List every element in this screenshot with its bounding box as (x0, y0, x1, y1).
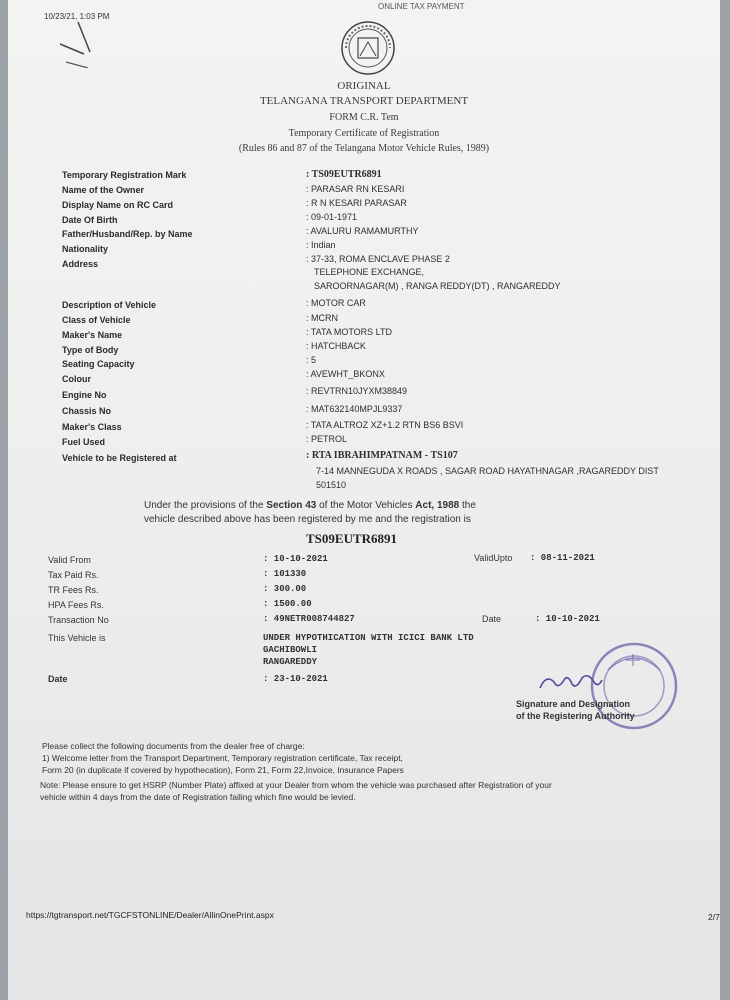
valid-from-label: Valid From (48, 555, 91, 565)
instruction-line: Please collect the following documents from the dealer free of charge: (42, 741, 305, 751)
chassis-number: : MAT632140MPJL9337 (306, 404, 403, 414)
form-title: FORM C.R. Tem (329, 112, 399, 123)
field-label: Fuel Used (62, 437, 106, 447)
display-name: : R N KESARI PARASAR (306, 198, 407, 208)
seating-capacity: : 5 (306, 355, 317, 365)
tr-fees-value: : 300.00 (263, 584, 307, 594)
hpa-fees-value: : 1500.00 (263, 599, 312, 609)
transaction-value: : 49NETR008744827 (263, 614, 355, 624)
father-name: : AVALURU RAMAMURTHY (306, 226, 419, 236)
registering-rta: : RTA IBRAHIMPATNAM - TS107 (306, 450, 458, 461)
colour: : AVEWHT_BKONX (306, 369, 385, 379)
field-label: Temporary Registration Mark (62, 170, 187, 180)
maker-class: : TATA ALTROZ XZ+1.2 RTN BS6 BSVI (306, 420, 464, 430)
tr-fees-label: TR Fees Rs. (48, 585, 99, 595)
department-title: TELANGANA TRANSPORT DEPARTMENT (259, 95, 469, 107)
instruction-line: 1) Welcome letter from the Transport Department, Temporary registration certificate, Tax receipt, (42, 753, 403, 763)
footer-url: https://tgtransport.net/TGCFSTONLINE/Dealer/AllinOnePrint.aspx (26, 910, 274, 920)
tax-paid-value: : 101330 (263, 569, 307, 579)
field-label: Address (62, 259, 99, 269)
body-type: : HATCHBACK (306, 341, 366, 351)
field-label: Type of Body (62, 345, 119, 355)
vehicle-is-label: This Vehicle is (48, 633, 106, 643)
valid-upto-value: : 08-11-2021 (530, 553, 595, 563)
provision-line-2: vehicle described above has been registered by me and the registration is (144, 514, 471, 525)
hpa-fees-label: HPA Fees Rs. (48, 600, 104, 610)
field-label: Seating Capacity (62, 359, 135, 369)
field-label: Date Of Birth (62, 215, 118, 225)
owner-name: : PARASAR RN KESARI (306, 184, 405, 194)
document-page (8, 0, 720, 1000)
vehicle-description: : MOTOR CAR (306, 298, 366, 308)
field-label: Father/Husband/Rep. by Name (62, 229, 193, 239)
address-line-3: SAROORNAGAR(M) , RANGA REDDY(DT) , RANGAREDDY (314, 281, 561, 291)
note-line: vehicle within 4 days from the date of Registration failing which fine would be levied. (40, 792, 356, 802)
certificate-title: Temporary Certificate of Registration (288, 128, 440, 139)
field-label: Name of the Owner (62, 185, 145, 195)
transaction-date-value: : 10-10-2021 (535, 614, 600, 624)
note-line: Note: Please ensure to get HSRP (Number Plate) affixed at your Dealer from whom the vehicle was purchased after Registration of your (40, 780, 552, 790)
pen-mark-icon (60, 18, 110, 68)
date-value: : 23-10-2021 (263, 674, 328, 684)
telangana-emblem-icon (340, 20, 396, 76)
rules-subtitle: (Rules 86 and 87 of the Telangana Motor Vehicle Rules, 1989) (238, 143, 490, 154)
maker-name: : TATA MOTORS LTD (306, 327, 393, 337)
tax-paid-label: Tax Paid Rs. (48, 570, 99, 580)
address-line-1: : 37-33, ROMA ENCLAVE PHASE 2 (306, 254, 450, 264)
rta-address-line-1: 7-14 MANNEGUDA X ROADS , SAGAR ROAD HAYATHNAGAR ,RAGAREDDY DIST (316, 466, 659, 476)
date-of-birth: : 09-01-1971 (306, 212, 358, 222)
field-label: Display Name on RC Card (62, 200, 174, 210)
field-label: Chassis No (62, 406, 112, 416)
valid-from-value: : 10-10-2021 (263, 554, 328, 564)
instruction-line: Form 20 (in duplicate if covered by hypothecation), Form 21, Form 22,Invoice, Insurance Papers (42, 765, 404, 775)
field-label: Description of Vehicle (62, 300, 157, 310)
transaction-date-label: Date (482, 614, 502, 624)
registering-authority-label: of the Registering Authority (516, 711, 635, 721)
original-title: ORIGINAL (337, 80, 391, 92)
temp-registration-mark: : TS09EUTR6891 (306, 169, 382, 180)
hypothication-line-2: GACHIBOWLI (263, 645, 318, 655)
print-timestamp: 10/23/21, 1:03 PM (44, 12, 110, 21)
field-label: Engine No (62, 390, 107, 400)
field-label: Vehicle to be Registered at (62, 453, 177, 463)
fuel-used: : PETROL (306, 434, 348, 444)
valid-upto-label: ValidUpto (474, 553, 513, 563)
engine-number: : REVTRN10JYXM38849 (306, 386, 408, 396)
provision-line-1: Under the provisions of the Section 43 of the Motor Vehicles Act, 1988 the (144, 500, 476, 511)
online-tax-payment-label: ONLINE TAX PAYMENT (378, 2, 465, 11)
hypothication-line-1: UNDER HYPOTHICATION WITH ICICI BANK LTD (263, 633, 474, 643)
field-label: Class of Vehicle (62, 315, 131, 325)
page-number: 2/7 (708, 912, 720, 922)
address-line-2: TELEPHONE EXCHANGE, (314, 267, 425, 277)
vehicle-class: : MCRN (306, 313, 338, 323)
field-label: Colour (62, 374, 91, 384)
field-label: Maker's Name (62, 330, 123, 340)
transaction-label: Transaction No (48, 615, 109, 625)
field-label: Nationality (62, 244, 109, 254)
date-label: Date (48, 674, 68, 684)
handwritten-signature-icon (536, 668, 606, 698)
registration-number: TS09EUTR6891 (306, 531, 398, 546)
rta-address-line-2: 501510 (316, 480, 347, 490)
nationality: : Indian (306, 240, 336, 250)
hypothication-line-3: RANGAREDDY (263, 657, 318, 667)
signature-designation-label: Signature and Designation (516, 699, 631, 709)
field-label: Maker's Class (62, 422, 122, 432)
